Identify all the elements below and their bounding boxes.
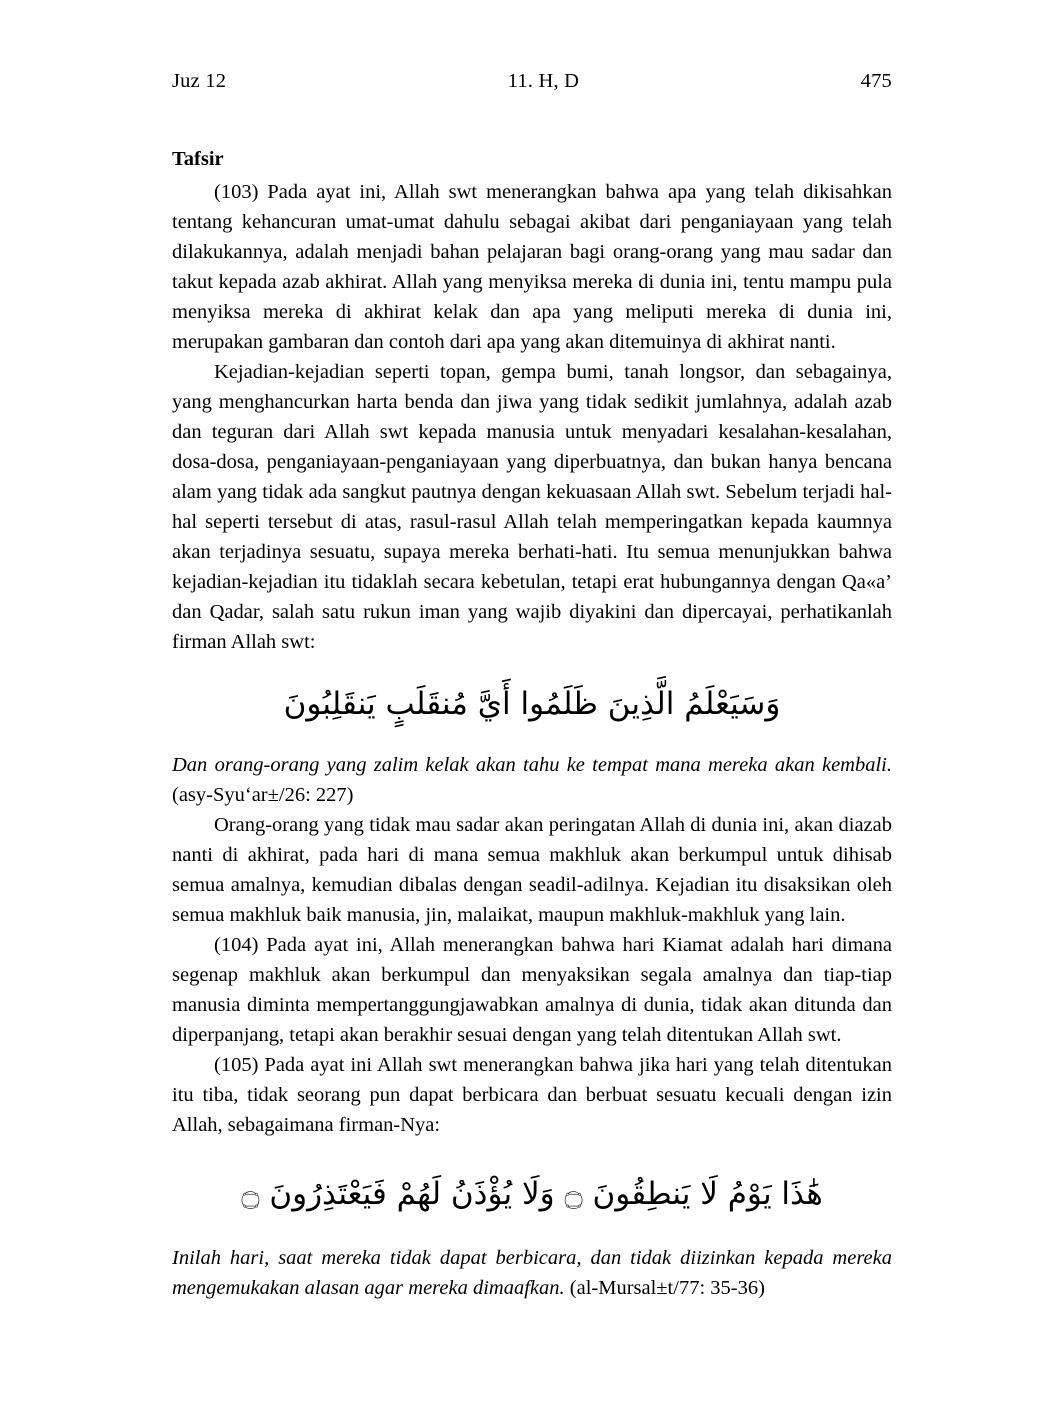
translation-text-two: Inilah hari, saat mereka tidak dapat berbicara, dan tidak diizinkan kepada mereka mengemukakan alasan agar mereka dimaafkan. bbox=[172, 1247, 892, 1300]
translation-text-one: Dan orang-orang yang zalim kelak akan tahu ke tempat mana mereka akan kembali. bbox=[172, 754, 892, 777]
section-title: Tafsir bbox=[172, 148, 224, 170]
translation-verse-two bbox=[172, 1243, 892, 1303]
paragraph-kejadian: Kejadian-kejadian seperti topan, gempa bumi, tanah longsor, dan sebagainya, yang menghancurkan harta benda dan jiwa yang tidak sedikit jumlahnya, adalah azab dan teguran dari Allah swt kepada manusia untuk menyadari kesalahan-kesalahan, dosa-dosa, penganiayaan-penganiayaan yang diperbuatnya, dan bukan hanya bencana alam yang tidak ada sangkut pautnya dengan kekuasaan Allah swt. Sebelum terjadi hal-hal seperti tersebut di atas, rasul-rasul Allah telah memperingatkan kepada kaumnya akan terjadinya sesuatu, supaya mereka berhati-hati. Itu semua menunjukkan bahwa kejadian-kejadian itu tidaklah secara kebetulan, tetapi erat hubungannya dengan Qa«a’ dan Qadar, salah satu rukun iman yang wajib diyakini dan dipercayai, perhatikanlah firman Allah swt: bbox=[172, 360, 892, 654]
paragraph-orang-orang: Orang-orang yang tidak mau sadar akan peringatan Allah di dunia ini, akan diazab nanti di akhirat, pada hari di mana semua makhluk akan berkumpul untuk dihisab semua amalnya, kemudian dibalas dengan seadil-adilnya. Kejadian itu disaksikan oleh semua makhluk baik manusia, jin, malaikat, maupun makhluk-makhluk yang lain. bbox=[172, 814, 892, 927]
verse-reference-two: (al-Mursal±t/77: 35-36) bbox=[569, 1277, 765, 1300]
arabic-verse-one: وَسَيَعْلَمُ الَّذِينَ ظَلَمُوا أَيَّ مُنقَلَبٍ يَنقَلِبُونَ bbox=[283, 686, 781, 723]
page-number: 475 bbox=[860, 70, 892, 92]
translation-verse-one bbox=[172, 750, 892, 810]
paragraph-104: (104) Pada ayat ini, Allah menerangkan bahwa hari Kiamat adalah hari dimana segenap makhluk akan berkumpul dan menyaksikan segala amalnya dan tiap-tiap manusia diminta mempertanggungjawabkan amalnya di dunia, tidak akan ditunda dan diperpanjang, tetapi akan berakhir sesuai dengan yang telah ditentukan Allah swt. bbox=[172, 934, 892, 1047]
arabic-verse-two: هَٰذَا يَوْمُ لَا يَنطِقُونَ ۝ وَلَا يُؤْذَنُ لَهُمْ فَيَعْتَذِرُونَ ۝ bbox=[241, 1175, 823, 1212]
paragraph-103: (103) Pada ayat ini, Allah swt menerangkan bahwa apa yang telah dikisahkan tentang kehancuran umat-umat dahulu sebagai akibat dari penganiayaan yang telah dilakukannya, adalah menjadi bahan pelajaran bagi orang-orang yang mau sadar dan takut kepada azab akhirat. Allah yang menyiksa mereka di dunia ini, tentu mampu pula menyiksa mereka di akhirat kelak dan apa yang meliputi mereka di dunia ini, merupakan gambaran dan contoh dari apa yang akan ditemuinya di akhirat nanti. bbox=[172, 180, 892, 353]
running-head-surah: 11. H, D bbox=[507, 70, 580, 92]
running-head bbox=[172, 70, 892, 93]
paragraph-105: (105) Pada ayat ini Allah swt menerangkan bahwa jika hari yang telah ditentukan itu tiba, tidak seorang pun dapat berbicara dan berbuat sesuatu kecuali dengan izin Allah, sebagaimana firman-Nya: bbox=[172, 1054, 892, 1137]
page-content bbox=[172, 70, 892, 1303]
verse-reference-one: (asy-Syu‘ar±/26: 227) bbox=[172, 784, 354, 807]
running-head-juz: Juz 12 bbox=[172, 70, 227, 92]
